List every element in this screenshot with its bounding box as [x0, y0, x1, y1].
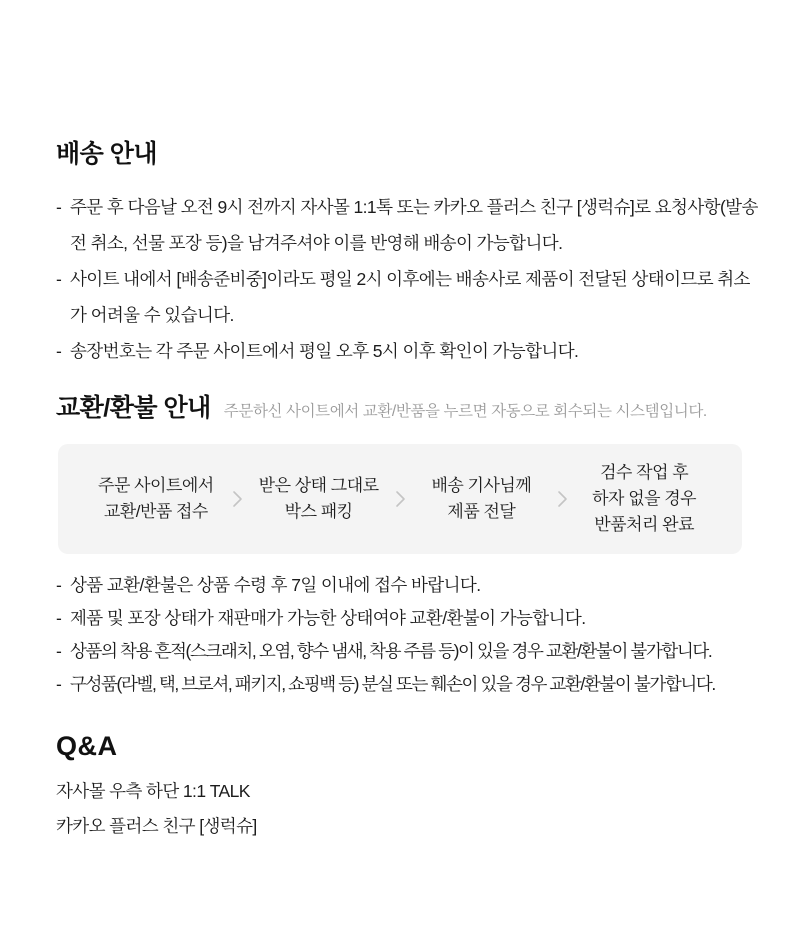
bullet-dash: - [56, 196, 62, 217]
return-step-line: 받은 상태 그대로 [258, 476, 379, 495]
exchange-section-title: 교환/환불 안내 [56, 393, 211, 422]
chevron-right-icon [391, 489, 410, 509]
qa-section-title: Q&A [56, 731, 118, 761]
exchange-bullet-text: 구성품(라벨, 택, 브로셔, 패키지, 쇼핑백 등) 분실 또는 훼손이 있을 경우 교환/환불이 불가합니다. [70, 674, 715, 694]
shipping-bullet-text: 사이트 내에서 [배송준비중]이라도 평일 2시 이후에는 배송사로 제품이 전달된 상태이므로 취소가 어려울 수 있습니다. [70, 268, 750, 325]
exchange-bullet-item [56, 569, 764, 602]
shipping-bullet-item [56, 189, 764, 261]
return-step-line: 배송 기사님께 [431, 476, 532, 495]
return-step-line: 주문 사이트에서 [98, 476, 214, 495]
return-step-4 [572, 460, 716, 538]
exchange-section-header [56, 395, 764, 423]
return-step-line: 교환/반품 접수 [103, 502, 208, 521]
exchange-bullet-item [56, 602, 764, 635]
return-step-line: 검수 작업 후 [600, 463, 689, 482]
exchange-bullet-item [56, 668, 764, 701]
exchange-bullet-text: 제품 및 포장 상태가 재판매가 가능한 상태여야 교환/환불이 가능합니다. [70, 608, 586, 628]
chevron-right-icon [228, 489, 247, 509]
bullet-dash: - [56, 268, 62, 289]
chevron-right-icon [553, 489, 572, 509]
return-step-1 [84, 473, 228, 525]
return-step-line: 하자 없을 경우 [592, 489, 697, 508]
shipping-bullet-text: 송장번호는 각 주문 사이트에서 평일 오후 5시 이후 확인이 가능합니다. [70, 340, 579, 361]
qa-line-kakao-plus-friend: 카카오 플러스 친구 [생럭슈] [56, 816, 257, 836]
return-step-3 [410, 473, 554, 525]
exchange-bullet-text: 상품 교환/환불은 상품 수령 후 7일 이내에 접수 바랍니다. [70, 575, 481, 595]
bullet-dash: - [56, 608, 62, 628]
qa-lines [56, 774, 764, 844]
bullet-dash: - [56, 641, 61, 661]
exchange-bullet-item [56, 635, 764, 668]
exchange-bullet-text: 상품의 착용 흔적(스크래치, 오염, 향수 냄새, 착용 주름 등)이 있을 경우 교환/환불이 불가합니다. [70, 641, 712, 661]
shipping-bullet-item [56, 333, 764, 369]
return-step-line: 반품처리 완료 [594, 515, 694, 534]
shipping-bullet-text: 주문 후 다음날 오전 9시 전까지 자사몰 1:1톡 또는 카카오 플러스 친구 [생럭슈]로 요청사항(발송 전 취소, 선물 포장 등)을 남겨주셔야 이를 반영해 배송이 가능합니다. [70, 196, 758, 253]
bullet-dash: - [56, 674, 61, 694]
shipping-section-title: 배송 안내 [56, 140, 158, 168]
bullet-dash: - [56, 340, 62, 361]
return-step-2 [247, 473, 391, 525]
exchange-bullet-list [56, 569, 764, 701]
return-process-steps [58, 444, 742, 554]
bullet-dash: - [56, 575, 62, 595]
qa-line-self-mall-talk: 자사몰 우측 하단 1:1 TALK [56, 781, 250, 801]
return-step-line: 제품 전달 [447, 502, 516, 521]
shipping-bullet-item [56, 261, 764, 333]
return-step-line: 박스 패킹 [284, 502, 353, 521]
shipping-bullet-list [56, 189, 764, 369]
exchange-section-subtitle: 주문하신 사이트에서 교환/반품을 누르면 자동으로 회수되는 시스템입니다. [223, 402, 707, 420]
